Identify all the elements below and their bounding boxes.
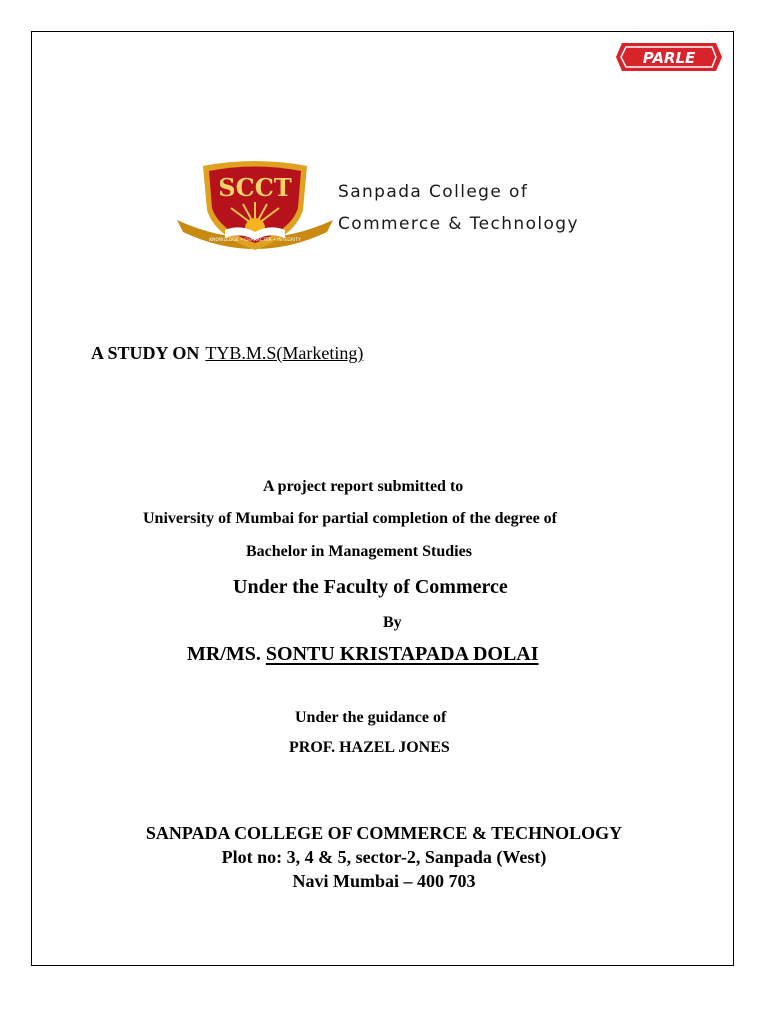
submission-line1: A project report submitted to (263, 478, 464, 495)
guidance-label: Under the guidance of (295, 709, 447, 726)
by-label: By (383, 614, 402, 631)
crest-motto: KNOWLEDGE • CHARACTER • INTEGRITY (209, 238, 301, 243)
study-prefix: A STUDY ON (91, 343, 200, 363)
student-prefix: MR/MS. (187, 643, 261, 665)
faculty-line: Under the Faculty of Commerce (233, 576, 508, 598)
college-name: SANPADA COLLEGE OF COMMERCE & TECHNOLOGY (145, 823, 623, 843)
college-crest-logo (175, 158, 335, 258)
college-logo-line2: Commerce & Technology (338, 214, 579, 234)
parle-logo-text: PARLE (642, 49, 696, 67)
submission-line2: University of Mumbai for partial completion of the degree of (143, 510, 558, 527)
college-address-line2: Navi Mumbai – 400 703 (292, 871, 476, 891)
guide-name: PROF. HAZEL JONES (289, 739, 450, 756)
study-topic: TYB.M.S(Marketing) (205, 343, 364, 363)
student-line (187, 643, 539, 666)
college-logo-line1: Sanpada College of (338, 182, 529, 202)
college-address-line1: Plot no: 3, 4 & 5, sector-2, Sanpada (West) (221, 847, 547, 867)
parle-logo (614, 40, 724, 74)
submission-line3: Bachelor in Management Studies (246, 543, 472, 560)
student-name: SONTU KRISTAPADA DOLAI (265, 643, 539, 665)
crest-text: SCCT (218, 173, 292, 202)
study-title (91, 343, 363, 364)
